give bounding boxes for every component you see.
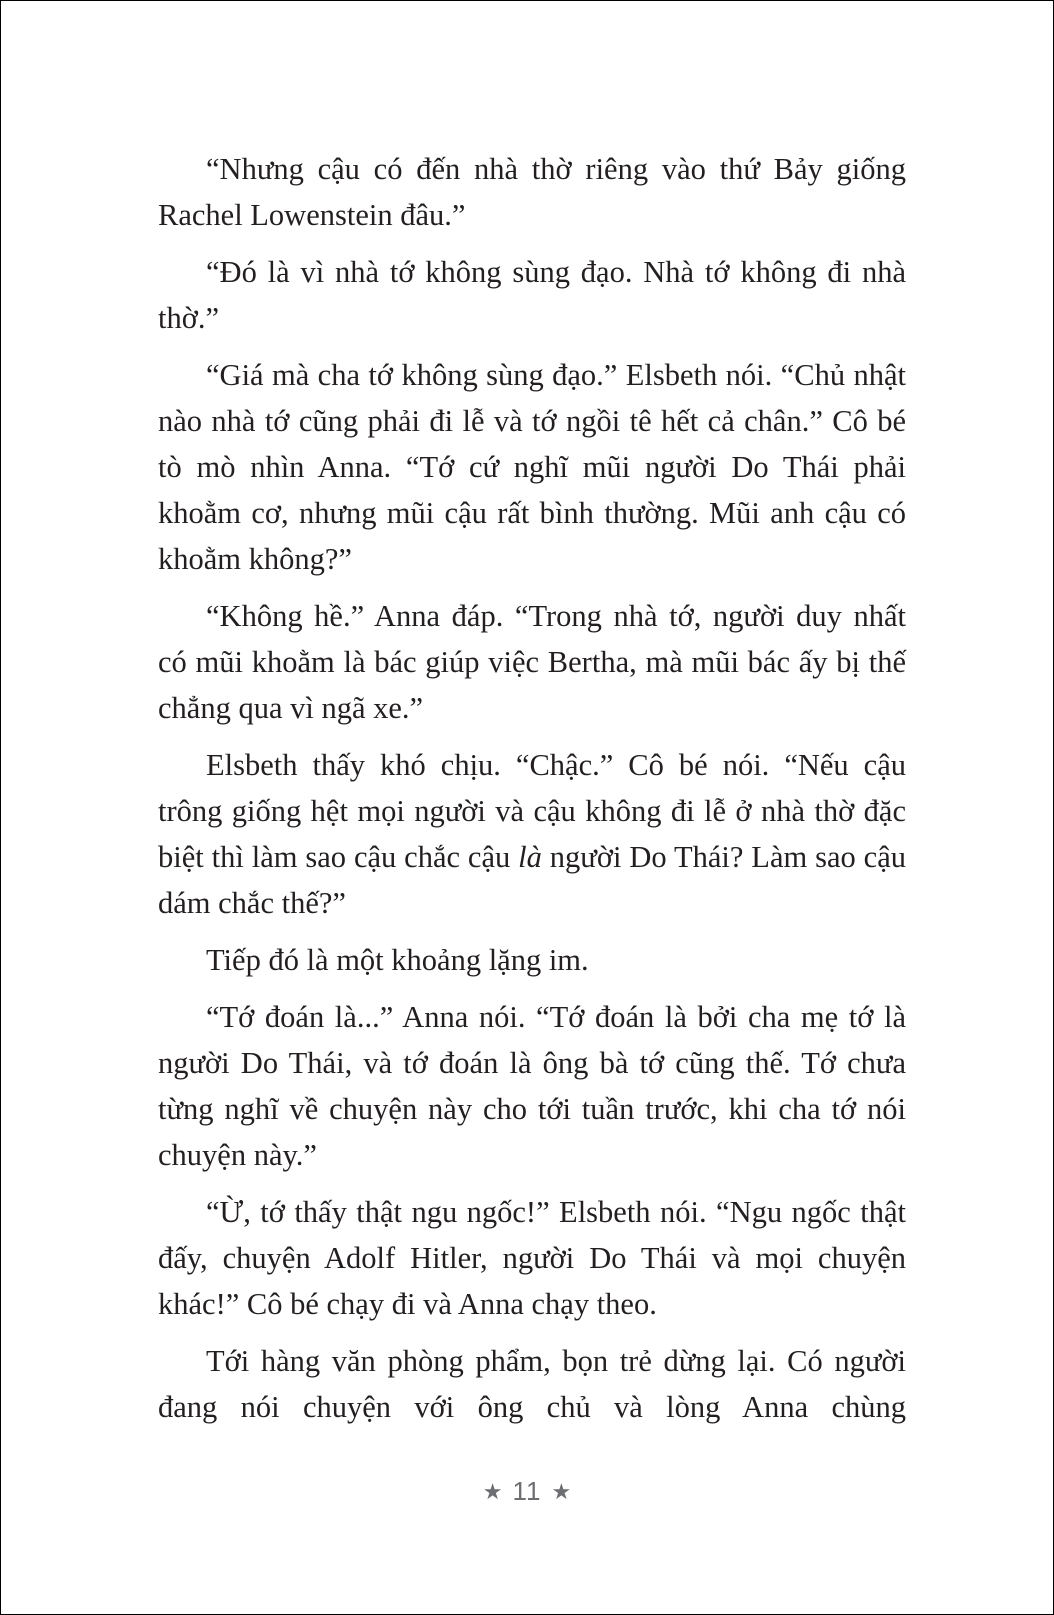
star-icon: ★ (551, 1478, 572, 1504)
paragraph-1: “Nhưng cậu có đến nhà thờ riêng vào thứ Bảy giống Rachel Lowenstein đâu.” (158, 152, 906, 232)
paragraph-9: Tới hàng văn phòng phẩm, bọn trẻ dừng lại. Có người đang nói chuyện với ông chủ và lòng Anna chùng (158, 1344, 906, 1424)
paragraph-7: “Tớ đoán là...” Anna nói. “Tớ đoán là bởi cha mẹ tớ là người Do Thái, và tớ đoán là ông bà tớ cũng thế. Tớ chưa từng nghĩ về chuyện này cho tới tuần trước, khi cha tớ nói chuyện này.” (158, 1000, 906, 1172)
paragraph-4: “Không hề.” Anna đáp. “Trong nhà tớ, người duy nhất có mũi khoằm là bác giúp việc Bertha, mà mũi bác ấy bị thế chẳng qua vì ngã xe.” (158, 599, 906, 725)
star-icon: ★ (482, 1478, 503, 1504)
body-text (158, 146, 906, 1430)
paragraph-5-before: Elsbeth thấy khó chịu. “Chậc.” Cô bé nói. “Nếu cậu trông giống hệt mọi người và cậu không đi lễ ở nhà thờ đặc biệt thì làm sao cậu chắc cậu (158, 748, 906, 874)
page-footer (0, 1476, 1054, 1507)
paragraph-6: Tiếp đó là một khoảng lặng im. (206, 943, 589, 977)
paragraph-8: “Ừ, tớ thấy thật ngu ngốc!” Elsbeth nói. “Ngu ngốc thật đấy, chuyện Adolf Hitler, người Do Thái và mọi chuyện khác!” Cô bé chạy đi và Anna chạy theo. (158, 1195, 906, 1321)
paragraph-5-after: người Do Thái? Làm sao cậu dám chắc thế?” (158, 840, 906, 920)
paragraph-2: “Đó là vì nhà tớ không sùng đạo. Nhà tớ không đi nhà thờ.” (158, 255, 906, 335)
paragraph-5 (158, 742, 906, 926)
page-number: 11 (512, 1476, 542, 1506)
paragraph-3: “Giá mà cha tớ không sùng đạo.” Elsbeth nói. “Chủ nhật nào nhà tớ cũng phải đi lễ và tớ ngồi tê hết cả chân.” Cô bé tò mò nhìn Anna. “Tớ cứ nghĩ mũi người Do Thái phải khoằm cơ, nhưng mũi cậu rất bình thường. Mũi anh cậu có khoằm không?” (158, 358, 906, 576)
paragraph-5-emphasis: là (518, 840, 542, 874)
